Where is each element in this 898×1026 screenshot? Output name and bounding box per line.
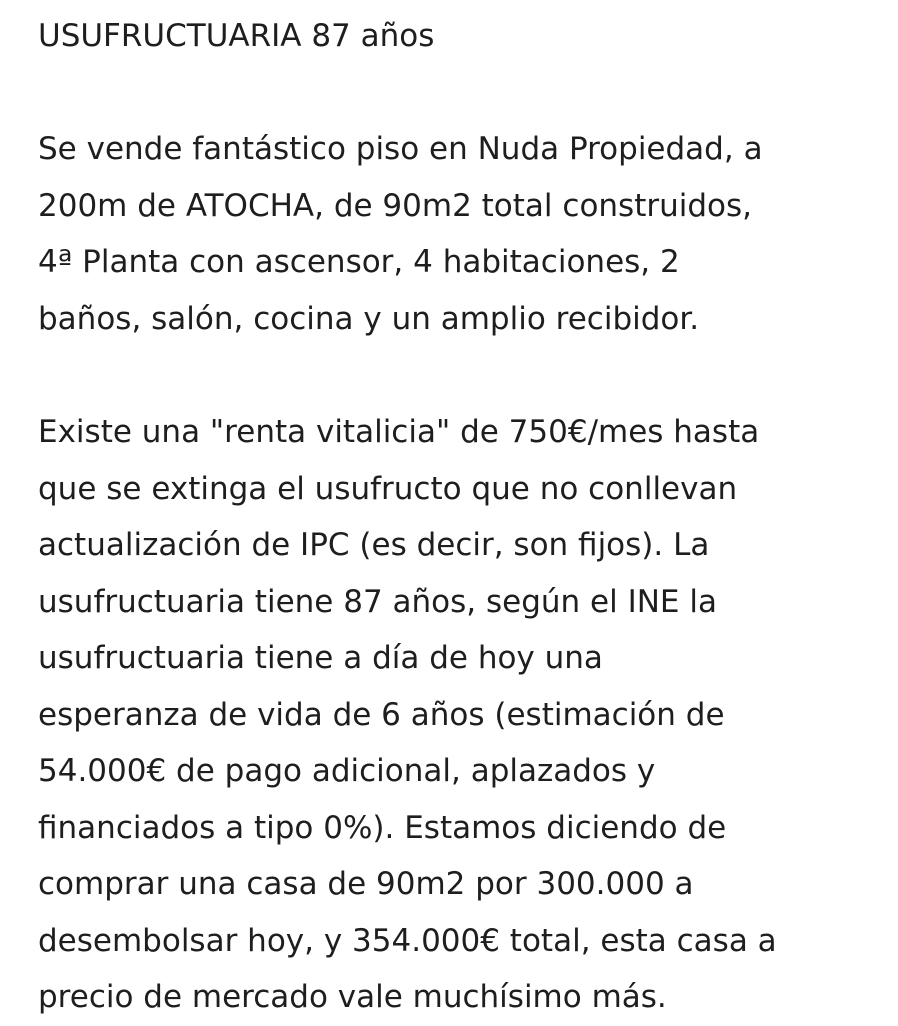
text-line: 4ª Planta con ascensor, 4 habitaciones, 2: [38, 244, 680, 280]
text-line: Se vende fantástico piso en Nuda Propiedad, a: [38, 131, 763, 167]
property-description-paragraph: [38, 121, 888, 347]
text-line: 54.000€ de pago adicional, aplazados y: [38, 753, 656, 789]
text-line: que se extinga el usufructo que no conllevan: [38, 470, 738, 507]
text-line: financiados a tipo 0%). Estamos diciendo de: [38, 809, 727, 846]
paragraph-gap: [38, 347, 888, 404]
listing-title: USUFRUCTUARIA 87 años: [38, 18, 435, 54]
listing-document: [38, 8, 888, 1026]
text-line: usufructuaria tiene 87 años, según el INE la: [38, 583, 717, 620]
text-line: baños, salón, cocina y un amplio recibidor.: [38, 300, 700, 337]
text-line: Existe una "renta vitalicia" de 750€/mes hasta: [38, 414, 760, 450]
financial-details-paragraph: [38, 404, 888, 1026]
text-line: esperanza de vida de 6 años (estimación de: [38, 696, 725, 733]
text-line: actualización de IPC (es decir, son fijos). La: [38, 527, 710, 563]
text-line: desembolsar hoy, y 354.000€ total, esta casa a: [38, 922, 777, 959]
text-line: precio de mercado vale muchísimo más.: [38, 979, 667, 1015]
text-line: usufructuaria tiene a día de hoy una: [38, 640, 603, 676]
text-line: 200m de ATOCHA, de 90m2 total construidos,: [38, 187, 753, 224]
paragraph-gap: [38, 64, 888, 121]
text-line: comprar una casa de 90m2 por 300.000 a: [38, 866, 694, 902]
